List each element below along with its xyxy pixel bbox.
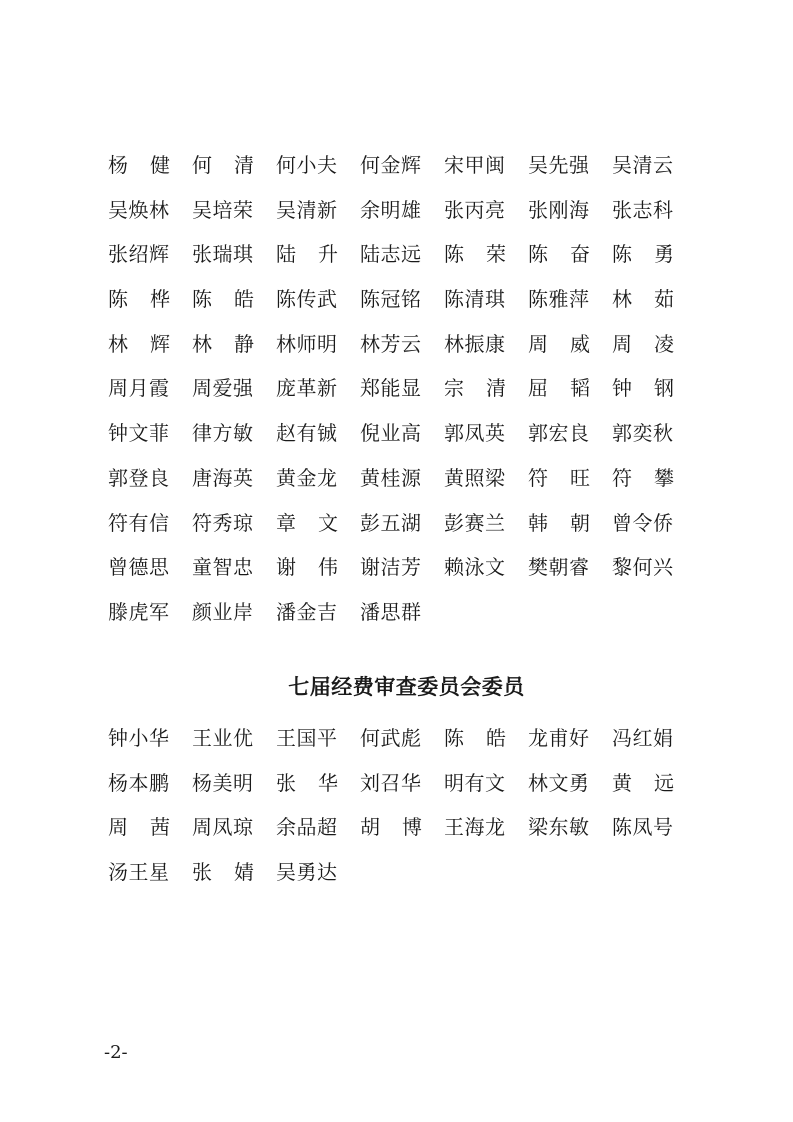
person-name: 陈清琪 bbox=[444, 287, 506, 312]
person-name: 张刚海 bbox=[528, 197, 590, 222]
person-name: 韩朝 bbox=[528, 510, 612, 535]
person-name: 张绍辉 bbox=[108, 242, 170, 267]
person-name: 郭奕秋 bbox=[612, 421, 674, 446]
person-name: 张婧 bbox=[192, 860, 276, 885]
person-name: 郭宏良 bbox=[528, 421, 590, 446]
person-name: 吴先强 bbox=[528, 153, 590, 177]
person-name: 吴培荣 bbox=[192, 197, 254, 222]
person-name: 林师明 bbox=[276, 331, 338, 356]
person-name: 林文勇 bbox=[528, 770, 590, 795]
person-name: 汤王星 bbox=[108, 860, 170, 885]
person-name: 宋甲闽 bbox=[444, 153, 506, 177]
person-name: 符旺 bbox=[528, 465, 612, 490]
person-name: 滕虎军 bbox=[108, 599, 170, 624]
person-name: 王海龙 bbox=[444, 815, 506, 840]
person-name: 梁东敏 bbox=[528, 815, 590, 840]
person-name: 何武彪 bbox=[360, 726, 422, 750]
person-name: 龙甫好 bbox=[528, 726, 590, 750]
person-name: 吴清新 bbox=[276, 197, 338, 222]
person-name: 胡博 bbox=[360, 815, 444, 840]
person-name: 林静 bbox=[192, 331, 276, 356]
person-name: 黎何兴 bbox=[612, 555, 674, 580]
person-name: 陈冠铭 bbox=[360, 287, 422, 312]
person-name: 彭赛兰 bbox=[444, 510, 506, 535]
person-name: 符攀 bbox=[612, 465, 696, 490]
person-name: 赖泳文 bbox=[444, 555, 506, 580]
person-name: 陈雅萍 bbox=[528, 287, 590, 312]
person-name: 王国平 bbox=[276, 726, 338, 750]
person-name: 黄金龙 bbox=[276, 465, 338, 490]
person-name: 明有文 bbox=[444, 770, 506, 795]
person-name: 余明雄 bbox=[360, 197, 422, 222]
person-name: 何小夫 bbox=[276, 153, 338, 177]
person-name: 张华 bbox=[276, 770, 360, 795]
person-name: 陈皓 bbox=[444, 726, 528, 750]
person-name: 周凌 bbox=[612, 331, 696, 356]
person-name: 律方敏 bbox=[192, 421, 254, 446]
person-name: 陆志远 bbox=[360, 242, 422, 267]
person-name: 吴勇达 bbox=[276, 860, 338, 885]
person-name: 陈桦 bbox=[108, 287, 192, 312]
person-name: 章文 bbox=[276, 510, 360, 535]
person-name: 潘金吉 bbox=[276, 599, 338, 624]
page-number: -2- bbox=[104, 1042, 128, 1063]
person-name: 曾德思 bbox=[108, 555, 170, 580]
person-name: 陈奋 bbox=[528, 242, 612, 267]
person-name: 张志科 bbox=[612, 197, 674, 222]
person-name: 陈皓 bbox=[192, 287, 276, 312]
person-name: 何金辉 bbox=[360, 153, 422, 177]
person-name: 童智忠 bbox=[192, 555, 254, 580]
person-name: 陈荣 bbox=[444, 242, 528, 267]
person-name: 谢伟 bbox=[276, 555, 360, 580]
person-name: 唐海英 bbox=[192, 465, 254, 490]
person-name: 庞革新 bbox=[276, 376, 338, 401]
person-name: 樊朝睿 bbox=[528, 555, 590, 580]
person-name: 符秀琼 bbox=[192, 510, 254, 535]
person-name: 郭凤英 bbox=[444, 421, 506, 446]
person-name: 杨本鹏 bbox=[108, 770, 170, 795]
section-title: 七届经费审查委员会委员 bbox=[288, 675, 525, 699]
person-name: 周凤琼 bbox=[192, 815, 254, 840]
person-name: 林振康 bbox=[444, 331, 506, 356]
audit-committee-name-list bbox=[108, 716, 696, 895]
person-name: 周威 bbox=[528, 331, 612, 356]
person-name: 钟文菲 bbox=[108, 421, 170, 446]
person-name: 符有信 bbox=[108, 510, 170, 535]
person-name: 陈传武 bbox=[276, 287, 338, 312]
person-name: 刘召华 bbox=[360, 770, 422, 795]
person-name: 谢洁芳 bbox=[360, 555, 422, 580]
person-name: 林茹 bbox=[612, 287, 696, 312]
person-name: 黄桂源 bbox=[360, 465, 422, 490]
person-name: 赵有铖 bbox=[276, 421, 338, 446]
person-name: 郭登良 bbox=[108, 465, 170, 490]
person-name: 屈韬 bbox=[528, 376, 612, 401]
person-name: 钟小华 bbox=[108, 726, 170, 750]
person-name: 彭五湖 bbox=[360, 510, 422, 535]
person-name: 曾令侨 bbox=[612, 510, 674, 535]
person-name: 钟钢 bbox=[612, 376, 696, 401]
person-name: 颜业岸 bbox=[192, 599, 254, 624]
person-name: 杨美明 bbox=[192, 770, 254, 795]
person-name: 宗清 bbox=[444, 376, 528, 401]
person-name: 吴焕林 bbox=[108, 197, 170, 222]
person-name: 陆升 bbox=[276, 242, 360, 267]
person-name: 张丙亮 bbox=[444, 197, 506, 222]
person-name: 陈凤号 bbox=[612, 815, 674, 840]
person-name: 郑能显 bbox=[360, 376, 422, 401]
person-name: 何清 bbox=[192, 153, 276, 177]
person-name: 黄远 bbox=[612, 770, 696, 795]
person-name: 杨健 bbox=[108, 153, 192, 177]
person-name: 潘思群 bbox=[360, 599, 422, 624]
person-name: 吴清云 bbox=[612, 153, 674, 177]
person-name: 张瑞琪 bbox=[192, 242, 254, 267]
person-name: 陈勇 bbox=[612, 242, 696, 267]
person-name: 林辉 bbox=[108, 331, 192, 356]
person-name: 倪业高 bbox=[360, 421, 422, 446]
person-name: 冯红娟 bbox=[612, 726, 674, 750]
person-name: 周月霞 bbox=[108, 376, 170, 401]
person-name: 周茜 bbox=[108, 815, 192, 840]
person-name: 周爱强 bbox=[192, 376, 254, 401]
person-name: 黄照梁 bbox=[444, 465, 506, 490]
member-name-list bbox=[108, 143, 696, 635]
person-name: 王业优 bbox=[192, 726, 254, 750]
person-name: 林芳云 bbox=[360, 331, 422, 356]
person-name: 余品超 bbox=[276, 815, 338, 840]
